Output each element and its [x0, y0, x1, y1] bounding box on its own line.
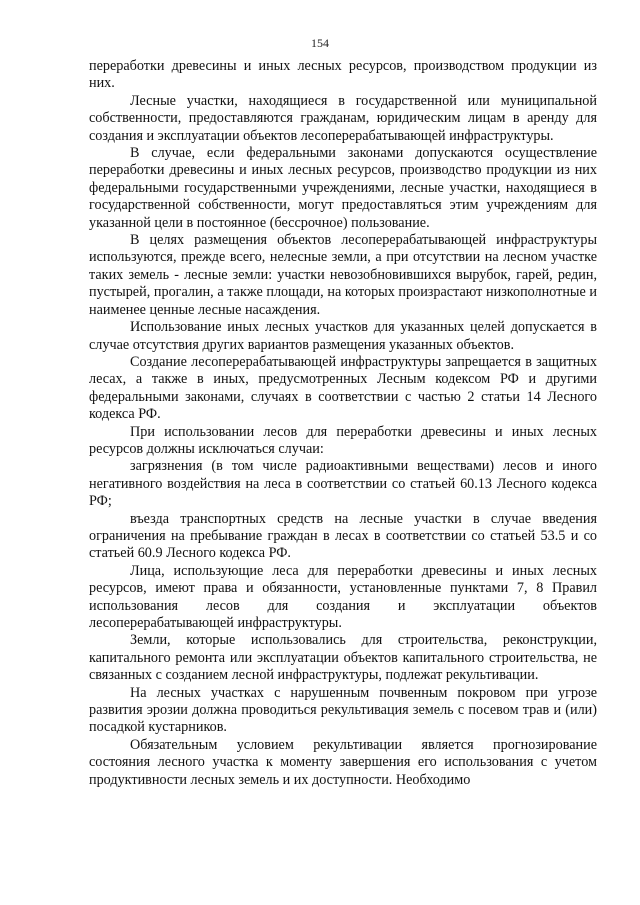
paragraph: На лесных участках с нарушенным почвенным покровом при угрозе развития эрозии должна проводиться рекультивация земель с посевом трав и (или) посадкой кустарников. [89, 684, 597, 736]
paragraph: Обязательным условием рекультивации является прогнозирование состояния лесного участка к моменту завершения его использования с учетом продуктивности лесных земель и их доступности. Необходимо [89, 736, 597, 788]
paragraph: Использование иных лесных участков для указанных целей допускается в случае отсутствия других вариантов размещения указанных объектов. [89, 319, 597, 353]
paragraph: При использовании лесов для переработки древесины и иных лесных ресурсов должны исключаться случаи: [89, 423, 597, 457]
document-body [89, 58, 597, 789]
list-item: въезда транспортных средств на лесные участки в случае введения ограничения на пребывание граждан в лесах в соответствии со статьей 53.5 и со статьей 60.9 Лесного кодекса РФ. [89, 510, 597, 562]
paragraph: Земли, которые использовались для строительства, реконструкции, капитального ремонта или эксплуатации объектов капитального строительства, не связанных с созданием лесной инфраструктуры, подлежат рекультивации. [89, 632, 597, 684]
paragraph: Создание лесоперерабатывающей инфраструктуры запрещается в защитных лесах, а также в иных, предусмотренных Лесным кодексом РФ и другими федеральными законами, случаях в соответствии с частью 2 статьи 14 Лесного кодекса РФ. [89, 353, 597, 423]
paragraph: Лица, использующие леса для переработки древесины и иных лесных ресурсов, имеют права и обязанности, установленные пунктами 7, 8 Правил использования лесов для создания и эксплуатации объектов лесоперерабатывающей инфраструктуры. [89, 562, 597, 631]
paragraph: Лесные участки, находящиеся в государственной или муниципальной собственности, предоставляются гражданам, юридическим лицам в аренду для создания и эксплуатации объектов лесоперерабатывающей инфраструктуры. [89, 92, 597, 144]
paragraph: В случае, если федеральными законами допускаются осуществление переработки древесины и иных лесных ресурсов, производство продукции из них федеральными государственными учреждениями, лесные участки, находящиеся в государственной собственности, могут предоставляться этим учреждениям для указанной цели в постоянное (бессрочное) пользование. [89, 145, 597, 231]
page-number: 154 [311, 36, 329, 50]
paragraph-continuation: переработки древесины и иных лесных ресурсов, производством продукции из них. [89, 58, 597, 92]
paragraph: В целях размещения объектов лесоперерабатывающей инфраструктуры используются, прежде всего, нелесные земли, а при отсутствии на лесном участке таких земель - лесные земли: участки невозобновившихся вырубок, гарей, редин, пустырей, прогалин, а также площади, на которых произрастают низкополнотные и наименее ценные лесные насаждения. [89, 232, 597, 318]
list-item: загрязнения (в том числе радиоактивными веществами) лесов и иного негативного воздействия на леса в соответствии со статьей 60.13 Лесного кодекса РФ; [89, 458, 597, 510]
